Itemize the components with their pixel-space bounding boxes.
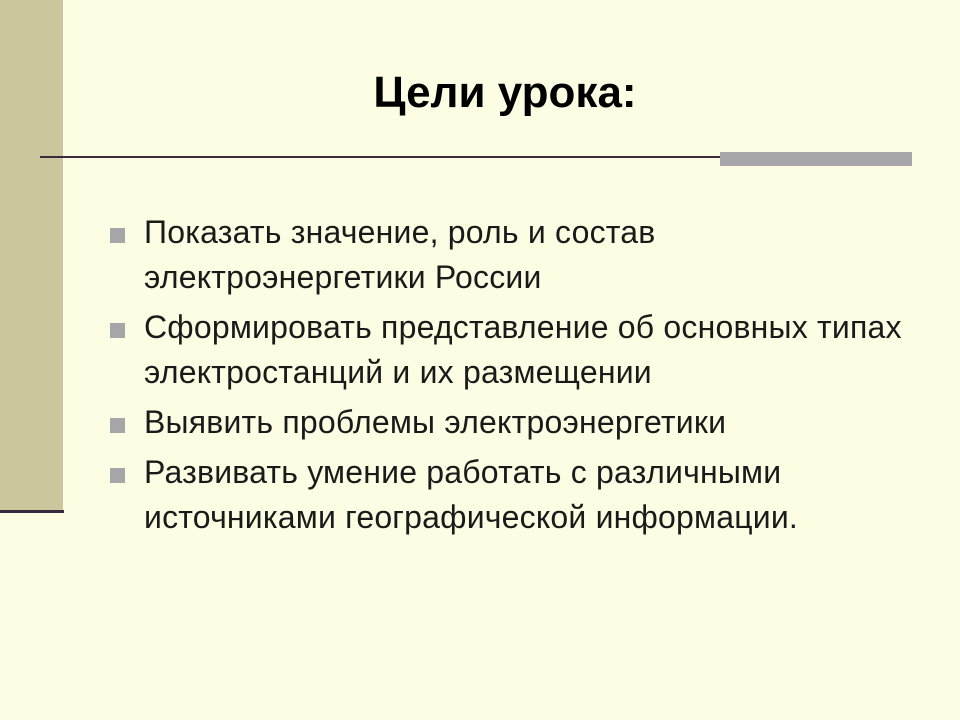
- goal-item: [108, 210, 928, 300]
- side-bar-underline: [0, 510, 64, 513]
- slide-title: Цели урока:: [373, 68, 637, 117]
- goal-item: [108, 450, 928, 540]
- goal-text: Сформировать представление об основных типах электростанций и их размещении: [144, 309, 902, 390]
- goal-item: [108, 305, 928, 395]
- square-bullet-icon: [110, 323, 125, 338]
- goal-text: Выявить проблемы электроэнергетики: [144, 404, 727, 440]
- square-bullet-icon: [110, 418, 125, 433]
- square-bullet-icon: [110, 468, 125, 483]
- goal-text: Показать значение, роль и состав электроэнергетики России: [144, 214, 656, 295]
- goals-list: [108, 210, 928, 545]
- goal-item: [108, 400, 928, 445]
- square-bullet-icon: [110, 228, 125, 243]
- title-divider-accent: [720, 152, 912, 166]
- goal-text: Развивать умение работать с различными источниками географической информации.: [144, 454, 799, 535]
